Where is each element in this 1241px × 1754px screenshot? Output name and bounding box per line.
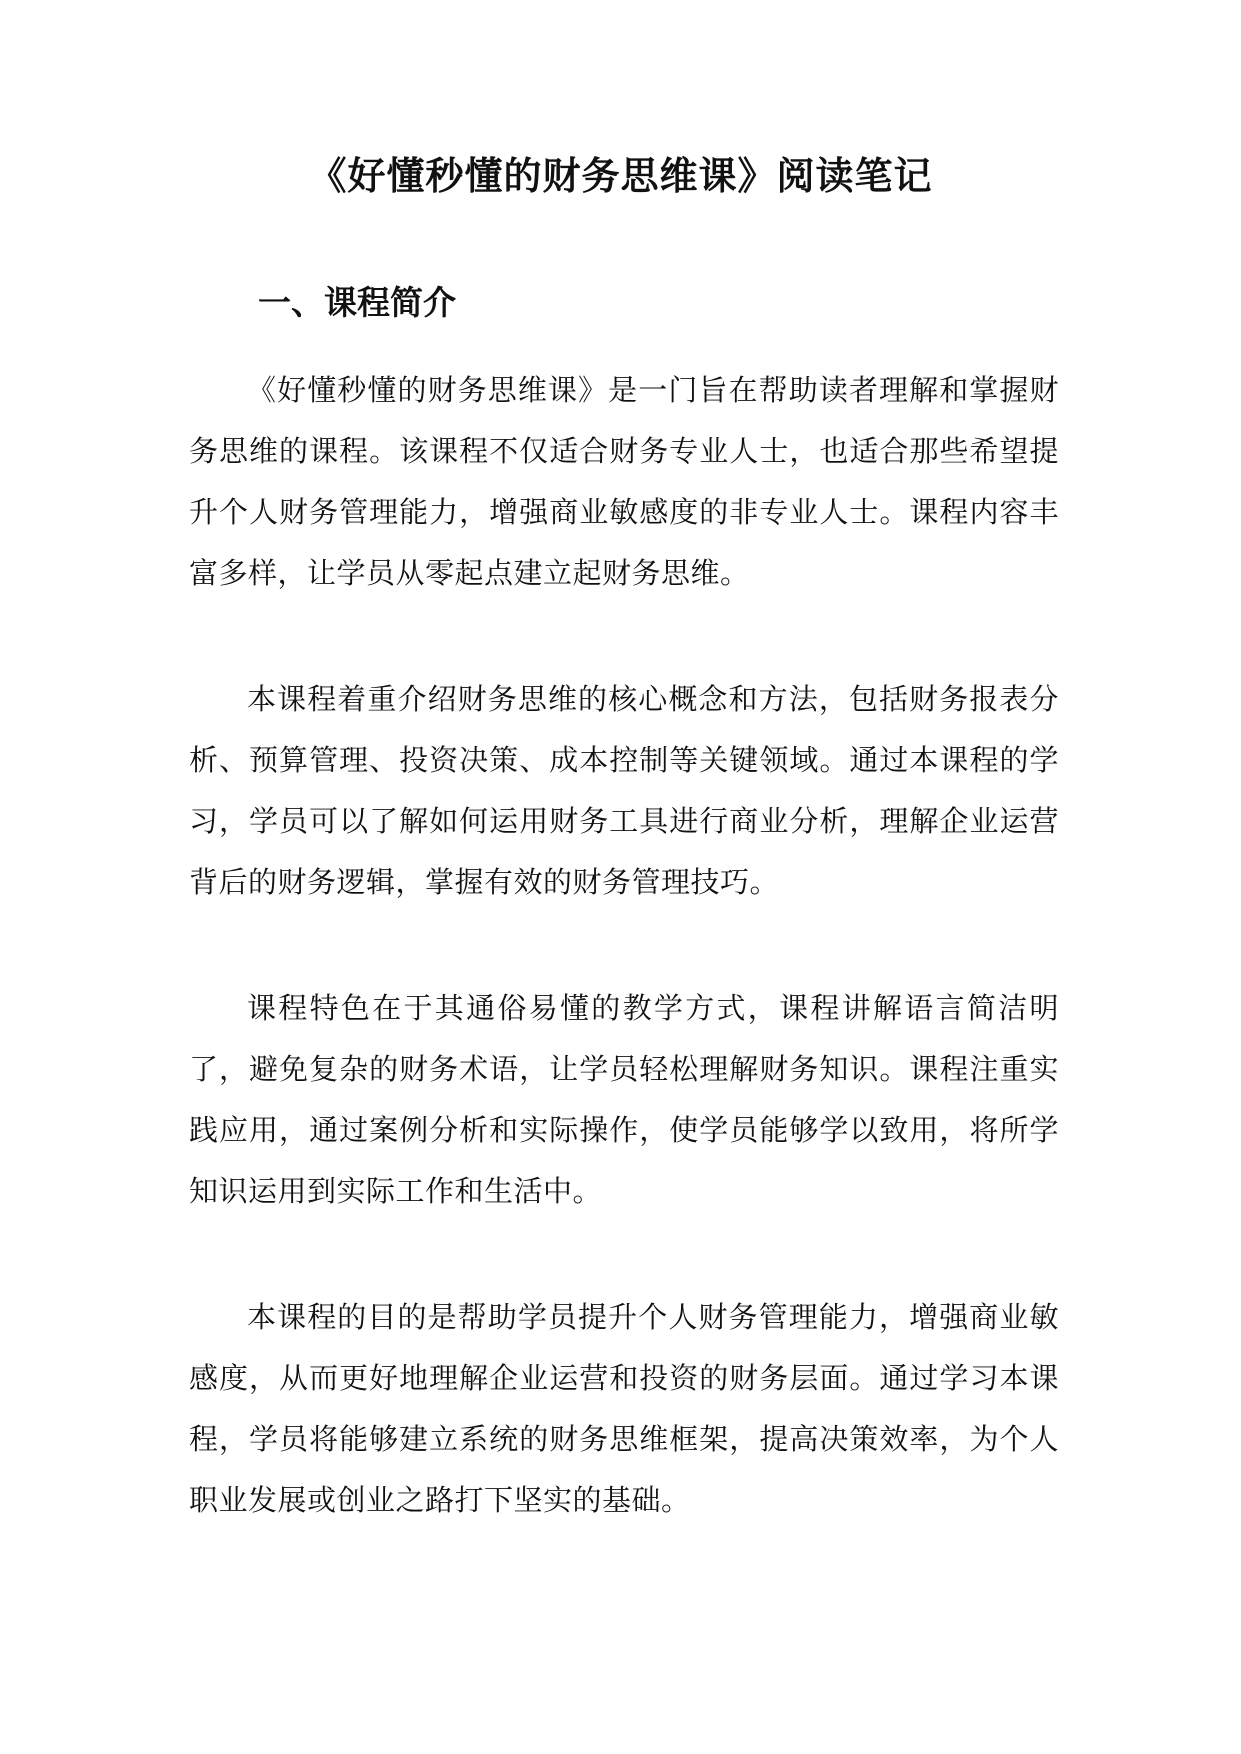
body-paragraph: 本课程着重介绍财务思维的核心概念和方法，包括财务报表分析、预算管理、投资决策、成本控制等关键领域。通过本课程的学习，学员可以了解如何运用财务工具进行商业分析，理解企业运营背后的财务逻辑，掌握有效的财务管理技巧。	[189, 682, 1059, 899]
section-heading: 一、课程简介	[258, 283, 456, 322]
body-paragraph: 课程特色在于其通俗易懂的教学方式，课程讲解语言简洁明了，避免复杂的财务术语，让学员轻松理解财务知识。课程注重实践应用，通过案例分析和实际操作，使学员能够学以致用，将所学知识运用到实际工作和生活中。	[189, 991, 1059, 1208]
body-paragraph: 《好懂秒懂的财务思维课》是一门旨在帮助读者理解和掌握财务思维的课程。该课程不仅适合财务专业人士，也适合那些希望提升个人财务管理能力，增强商业敏感度的非专业人士。课程内容丰富多样，让学员从零起点建立起财务思维。	[189, 373, 1059, 590]
document-title: 《好懂秒懂的财务思维课》阅读笔记	[308, 154, 933, 198]
body-paragraph: 本课程的目的是帮助学员提升个人财务管理能力，增强商业敏感度，从而更好地理解企业运营和投资的财务层面。通过学习本课程，学员将能够建立系统的财务思维框架，提高决策效率，为个人职业发展或创业之路打下坚实的基础。	[189, 1300, 1059, 1517]
